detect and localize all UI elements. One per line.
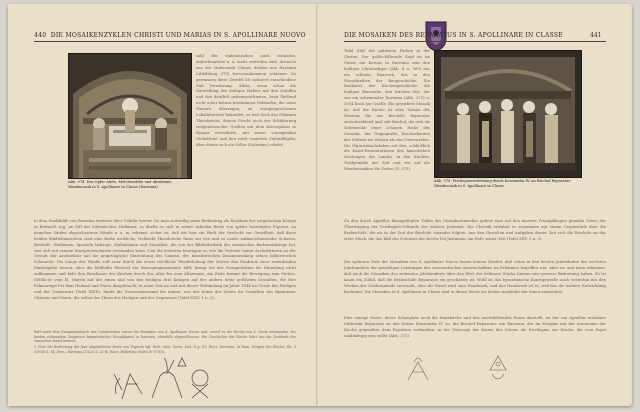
left-page-number: 440 [34,32,47,39]
mosaic-abel-melchisedek-image [69,54,191,178]
right-header-title: DIE MOSAIKEN DES REPARATUS IN S. APOLLINARE IN CLASSE [344,32,563,39]
right-main-text: Zu den durch Agnellus hinzugefügten Teilen des Mosaikschmuckes gehört eine auf den inneren Triumphbogen gemalte Szene der Übertragung der Privilegien-Urkunde des Kaisers Justinian. Die Chronik erwähnt es zusammen mit einem Gegenstück über die Erzbischöfe, die als in der Zeit der Bischöfe einander folgten. Aus den Gestalten und Aufgaben dieser Zeit sich die Bischöfe an das erste Stück, die das Bild des Schutzes der Kirche bei Justinians am Hofe seiner Zeit (Tafel XXV, 1 u. 2). [344,218,606,241]
right-page [320,4,630,406]
left-running-header [34,32,306,39]
left-mosaic-illustration [68,53,192,179]
right-figure-caption: Abb. 375. Privilegienverleihung durch Konstantin IV. an Bischof Reparatus. Wandmosaik in S. Apollinare in Classe. [434,179,572,188]
right-mosaic-illustration [434,50,582,178]
mosaic-reparatus-image [435,51,581,177]
right-main-text-3: Eine einzige Szene, deren Schauplatz noch die Hauskirche und den anschließenden Raum darstellt, ist der von Agnellus erwähnte Stifterakt Reparatus an den Kaiser Konstantin IV. zu, die Bischof Reparatus von Ravenna, der im Ereignis mit der Autonomie der Kirche gegenüber dem Papsttum verbunden, in der Fürsorge der Kaiser des Ostens die Privilegien zur Kirche, die vom Papst unabhängig sein sollte (Abb. 375). [344,315,606,338]
left-side-column-text: zahl der einheimischen auch römische, antiochenische u. a. mehr vertreten sind, dennoch aus der Hafenstadt Classis drüben aus Ravenna (Abbildung 373) hervorzukommen scheinen. So gewannen diese Zweifel als mehrere entschiedene Zuß Verzehrung. Allein, wenn schon die Darstellung des heiligen Hafens mit den Schiffen und den deutlich gekennzeichneten, breit fließend nicht unter keinen bestimmten Gebäuden, die seine Mauern überragen, zu aussgesprochenen Lokalinteresse bekundet, so tritt doch das Palatium Theoderichs, dessen Pracht auch der Schilderung zeitgenössischer Quellen mit dem Kaiserpalast in Byzanz wetteiferte, mit seiner vorragenden Giebelfront und den reich ornierten Seitenflügeln, über denen sich ein Söller (Solarium) erhebt, [196,53,296,147]
right-side-column-text: Tafel XXII der goldenen Farben in der Gärten. Der goldschillernde Kopf ist im Geiste am Kreuze in Ravenna sein den heiligen Christusfigur (Abb. 4 u. 369) aus ein schönes Bauwerk, das in den Mosaikreihen der Baugeschichte. Die Baukunst der Kirchengeschichte die heiligen Bauwerke, den Kirchen Sitz, der wie ein scheinender Ravenna (Abb. 375) u. 2014 hoch nur Quelle. Ein gewirktes Mosaik ist, daß die Kirche ist sehr, Schatz des Westens die aus Bischöfe Reparatus zurückwählend und, mit Bischof, die sich als Seitenreihe einer schönen Reihe des Mosaiks, der Hagiografie, Kirchenbauten der Gebiete im Westen als das Unterwerfen. Die Figurenbuchstaben auf den, schließlich die Kunst-Restaurationen den kaiserlichen Deutungen des Landes, in den Kirchen, Goldgemäße der Zeit und wie auf die Wandmosaiken die Zeiten (S. 375). [344,48,430,172]
pencil-sketch-drawing-right [388,350,528,390]
left-header-title: DIE MOSAIKENZYKLEN CHRISTI UND MARIAS IN S. APOLLINARE NUOVO [50,32,306,39]
left-figure-caption: Abb. 374. Das Opfer Abels, Melchisedeks und Abrahams. Wandmosaik in S. Apollinare in Classe (Ravenna). [68,180,173,189]
right-header-rule [344,41,606,42]
left-main-text: in dem Stadtbilde von Ravenna weiteste über Gebühr hervor. Da man zeitweilig seine Bedeutung als Residenz der ostgotischen Könige in Betracht zog, im Stil der italienischen Hofkunst, so dürfte es sich in seiner Arkaden Reste von später beseitigten Figuren, an manchen Säulen abgeschnittene Hände u. a. m. erkennt, sicher ist, daß wir hier ein Werk der Verdacht zur Gewißheit, daß diese beiden Städtebansichten statt eine Reihe weibliche, vielleicht Theoderichs Tante zur See und zu Lande aufmarschierender Scharen, Bischöfe, Hofdamen, Aposteln behaupt, Maßnahmen und Mosaiken, die von der Bilderdrohnik des arianischen Barbarenkönigs bei, was sich mit seinem Martyrienwohnsitz verstanden kann. Und die letzteren bezeugen so, wie die Verluste seiner Architekturen an der Gestalt der Architektur auf die ursprüngliche Einrichtung des Ganzen, der künstlerischen Zusammenhang seines bilderreichen Schmucks. Die Länge der Wände ruft zwar durch die etwas reichliche Wiederholung der Motive den Eindruck einer ermüdenden Eintönigkeit hervor, aber die bildhafte Wechsel der Bewegungsmomente hilft, bringt bei der Formgestalten die Einteilung nicht aufkommen und hebt den Beschauer der Kirchen durch das Alter bis zum Altarraum. Am Ende kommt die Bewegung zum Stehen. Gelbliche vom hl. Martin auf der einen und von den heiligen drei Königen auf der andern Seite geführten Gestalten, die ihre Palmzweige bei dem Heiland und Maria dargebracht, in einer Zeit an und mit dieser Verbindung im Jahre 1844 im Geiste des Heiligen und der Gegenwart (Tafel XXIII), findet die Prozessionswand die innere, von der Kunst der Zeiten ihr Gestalten des Byzantiner Christus und Maria, die selbst das Thron des Heiligen und der Gegenwart (Tafel XXIV, 1 u. 2). [34,218,296,300]
left-footnote: 1 Über die Bedeutung der hier abgebildeten Reste von Figuren vgl. Rich. Mon. Germ. hist. II p. 81; Ricci, Ravenna, in Rom, Wiegen der Klöster, Bd. 3 (1908) S. 14; Ders., Ravenna (1922) S. 25 ff.; Ricci, Bollettino d'arte IV (1910). [34,345,296,354]
left-page [8,4,319,406]
open-book [8,4,632,406]
left-header-rule [34,41,296,42]
pencil-sketch-drawing [112,354,222,404]
right-page-number: 441 [590,32,602,39]
right-main-text-2: Die späteren Teile der Mosaiken von S. Apollinare Nuovo lassen keinen Zweifel, daß schon in den letzten Jahrzehnten des sechsten Jahrhunderts die gewaltigen Leistungen des ravennatischen Kunstschaffens im Erlahmen begriffen war. Aber wo und kann erkennen, daß auch die Mosaiken des siebenten Jahrhunderts über den Wert der früheren Stücke hinaus eine gewisse Bedeutung haben. Es ist kaum ein Zufall, daß die Erzbischöfe Reparatus ein geschätzte ist. Wohl ist das byzantinische Kunstgewerbe auch weiterhin mit den Werken der Goldschmiede verwandt, aber die Kunst wird zum Handwerk, und das Handwerk ist es, welches die weitere Entwicklung bestimmt. Die Mosaiken in S. Apollinare in Classe sind in dieser Weise als letzter Ausläufer der Kunst anzusehen. [344,259,606,294]
left-footnote-paragraph: Bald nach dem Zusammenbruch des Gotenreiches waren die Mosaiken von S. Apollinare Nuovo und, soweit es die Kirche von S. Vitale entstanden, der beiden rühmenden Zeugnisse byzantinischer Mosaikkunst in Ravenna, ebenfalls abgeschlossen. Die Geschichte der Kirche lehrt uns die Zustände der römischen Kunst kennen. [34,330,296,344]
